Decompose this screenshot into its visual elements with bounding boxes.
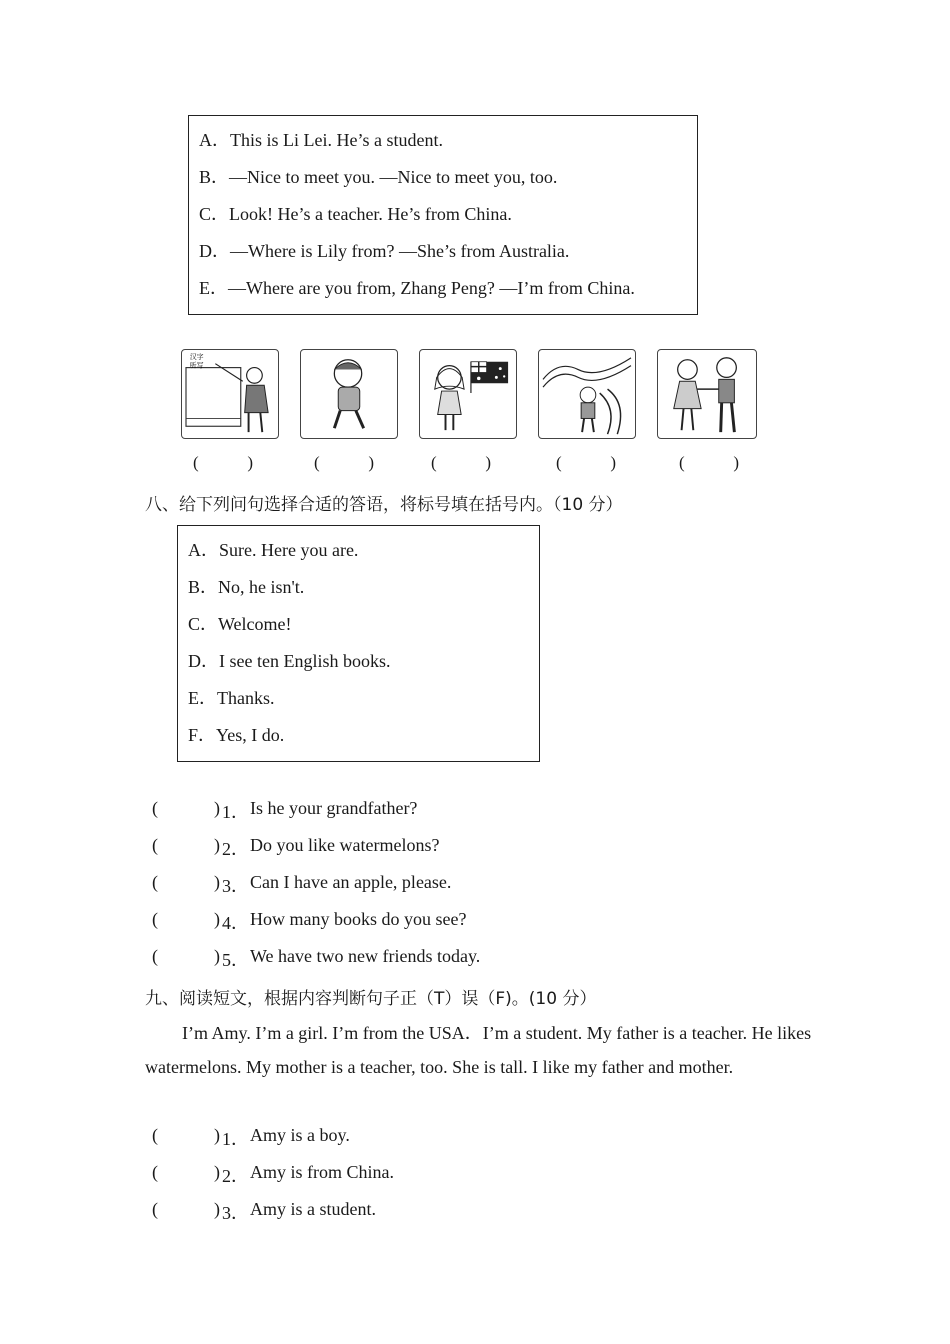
answer-blank[interactable]: ( ) (152, 835, 220, 855)
section-8-question-4: ( ) 4． How many books do you see? (152, 909, 467, 933)
two-kids-shaking-hands-picture (657, 349, 757, 439)
matching-options-box (188, 115, 698, 315)
section-9-heading: 九、阅读短文，根据内容判断句子正（T）误（F)。(10 分） (145, 989, 597, 1009)
blackboard-text-1: 汉字 (189, 352, 204, 361)
picture-answer-blank-4[interactable]: ( ) (556, 453, 616, 472)
answer-option-f: F．Yes, I do. (188, 725, 285, 745)
answer-blank[interactable]: ( ) (152, 1199, 220, 1219)
section-8-question-2: ( ) 2． Do you like watermelons? (152, 835, 440, 859)
answer-option-b: B．No, he isn't. (188, 577, 305, 597)
picture-answer-blank-5[interactable]: ( ) (679, 453, 739, 472)
picture-answer-blank-3[interactable]: ( ) (431, 453, 491, 472)
section-8-question-3: ( ) 3． Can I have an apple, please. (152, 872, 452, 896)
answer-blank[interactable]: ( ) (152, 909, 220, 929)
girl-australian-flag-picture (419, 349, 517, 439)
answer-blank[interactable]: ( ) (152, 798, 220, 818)
section-9-question-3: ( ) 3． Amy is a student. (152, 1199, 376, 1223)
answer-options-box (177, 525, 540, 762)
section-9-question-2: ( ) 2． Amy is from China. (152, 1162, 394, 1186)
answer-option-e: E．Thanks. (188, 688, 275, 708)
option-a: A．This is Li Lei. He’s a student. (199, 130, 443, 150)
answer-blank[interactable]: ( ) (152, 1125, 220, 1145)
option-b: B．—Nice to meet you. —Nice to meet you, too. (199, 167, 558, 187)
picture-answer-blank-1[interactable]: ( ) (193, 453, 253, 472)
option-d: D．—Where is Lily from? —She’s from Australia. (199, 241, 570, 261)
reading-passage: I’m Amy. I’m a girl. I’m from the USA．I’m a student. My father is a teacher. He likes watermelons. My mother is a teacher, too. She is tall. I like my father and mother. (145, 1023, 812, 1077)
option-e: E．—Where are you from, Zhang Peng? —I’m from China. (199, 278, 635, 298)
answer-blank[interactable]: ( ) (152, 946, 220, 966)
great-wall-picture (538, 349, 636, 439)
section-8-heading: 八、给下列问句选择合适的答语，将标号填在括号内。（10 分） (145, 495, 623, 515)
section-8-question-5: ( ) 5． We have two new friends today. (152, 946, 481, 970)
teacher-blackboard-picture (181, 349, 279, 439)
answer-option-d: D．I see ten English books. (188, 651, 391, 671)
answer-option-c: C．Welcome! (188, 614, 292, 634)
answer-blank[interactable]: ( ) (152, 1162, 220, 1182)
answer-option-a: A．Sure. Here you are. (188, 540, 359, 560)
option-c: C．Look! He’s a teacher. He’s from China. (199, 204, 512, 224)
blackboard-text-2: 听写 (189, 361, 204, 370)
section-9-question-1: ( ) 1． Amy is a boy. (152, 1125, 350, 1149)
section-8-question-1: ( ) 1． Is he your grandfather? (152, 798, 418, 822)
picture-answer-blank-2[interactable]: ( ) (314, 453, 374, 472)
boy-walking-picture (300, 349, 398, 439)
answer-blank[interactable]: ( ) (152, 872, 220, 892)
